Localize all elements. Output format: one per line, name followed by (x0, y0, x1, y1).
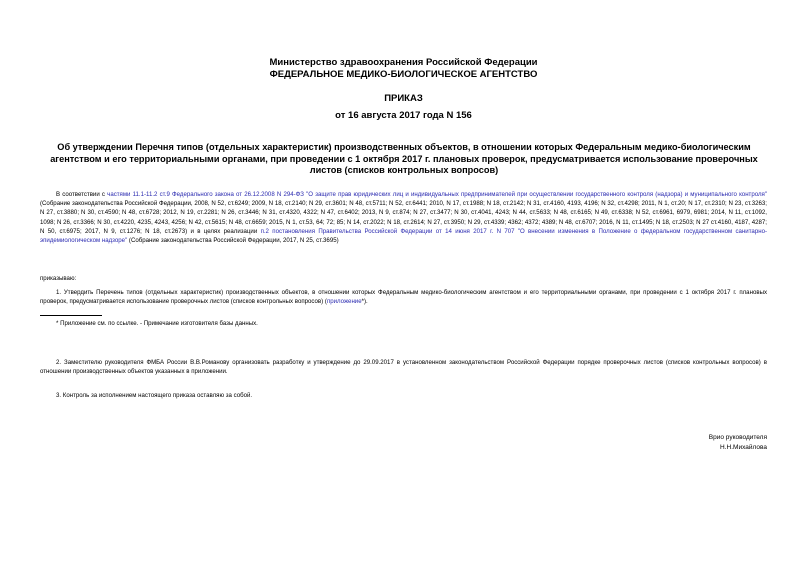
preamble-text-1: В соответствии с (56, 191, 108, 198)
order-item-1 (40, 288, 767, 306)
federal-law-294-link[interactable]: частями 11.1-11.2 ст.9 Федерального закона от 26.12.2008 N 294-ФЗ "О защите прав юридических лиц и индивидуальных предпринимателей при осуществлении государственного контроля (надзора) и муниципального контроля" (107, 191, 768, 198)
footnote: * Приложение см. по ссылке. - Примечание изготовителя базы данных. (56, 320, 258, 327)
order-item-2: 2. Заместителю руководителя ФМБА России В.В.Романову организовать разработку и утверждение до 29.09.2017 в установленном законодательством Российской Федерации порядке проверочных листов (списков контрольных вопросов) в отношении производственных объектов указанных в приложении. (40, 359, 767, 376)
agency-name: ФЕДЕРАЛЬНОЕ МЕДИКО-БИОЛОГИЧЕСКОЕ АГЕНТСТВО (269, 69, 538, 80)
order-item-1-end: *). (361, 298, 368, 306)
document-type: ПРИКАЗ (384, 93, 423, 104)
order-item-1-text: 1. Утвердить Перечень типов (отдельных характеристик) производственных объектов, в отношении которых Федеральным медико-биологическим агентством и его территориальными органами, при проведении с 1 октября 2017 г. плановых проверок, предусматривается использование проверочных листов (списков контрольных вопросов) ( (40, 289, 767, 306)
document-date: от 16 августа 2017 года N 156 (335, 110, 472, 121)
preamble-paragraph (40, 190, 767, 245)
footnote-divider (40, 315, 102, 316)
preamble-text-3: (Собрание законодательства Российской Федерации, 2017, N 25, ст.3695) (127, 237, 339, 245)
ministry-name: Министерство здравоохранения Российской Федерации (269, 57, 538, 68)
prikazyvayu-line: приказываю: (40, 275, 77, 282)
order-item-3: 3. Контроль за исполнением настоящего приказа оставляю за собой. (56, 392, 253, 399)
document-title: Об утверждении Перечня типов (отдельных характеристик) производственных объектов, в отношении которых Федеральным медико-биологическим агентством и его территориальными органами, при проведении с 1 октября 2017 г. плановых проверок, предусматривается использование проверочных листов (списков контрольных вопросов) (50, 142, 758, 175)
government-decree-707-link[interactable]: п.2 постановления Правительства Российской Федерации от 14 июня 2017 г. N 707 "О внесении изменения в Положение о федеральном государственном санитарно-эпидемиологическом надзоре" (40, 227, 767, 245)
signatory-position: Врио руководителя (708, 434, 767, 441)
preamble-text-2: (Собрание законодательства Российской Федерации, 2008, N 52, ст.6249; 2009, N 18, ст.2140; N 29, ст.3601; N 48, ст.5711; N 52, ст.6441; 2010, N 17, ст.1988; N 18, ст.2142; N 31, ст.4160, 4193, 4196; N 32, ст.4298; 2011, N 1, ст.20; N 17, ст.2310; N 23, ст.3263; N 27, ст.3880; N 30, ст.4590; N 48, ст.6728; 2012, N 19, ст.2281; N 26, ст.3446; N 31, ст.4320, 4322; N 47, ст.6402; 2013, N 9, ст.874; N 27, ст.3477; N 30, ст.4041, 4243; N 44, ст.5633; N 48, ст.6165; N 49, ст.6338; N 52, ст.6961, 6979, 6981; 2014, N 11, ст.1092, 1098; N 26, ст.3366; N 30, ст.4220, 4235, 4243, 4256; N 42, ст.5615; N 48, ст.6659; 2015, N 1, ст.53, 64; 72; 85; N 14, ст.2022; N 18, ст.2614; N 27, ст.3950; N 29, ст.4339; 4362; 4372; 4389; N 48, ст.6707; 2016, N 11, ст.1495; N 18, ст.2503; N 27 ст.4160, 4187, 4287; N 50, ст.6975; 2017, N 9, ст.1276; N 18, ст.2673) и в целях реализации (40, 200, 767, 235)
signatory-name: Н.Н.Михайлова (720, 444, 767, 451)
appendix-link[interactable]: приложение (326, 298, 362, 306)
